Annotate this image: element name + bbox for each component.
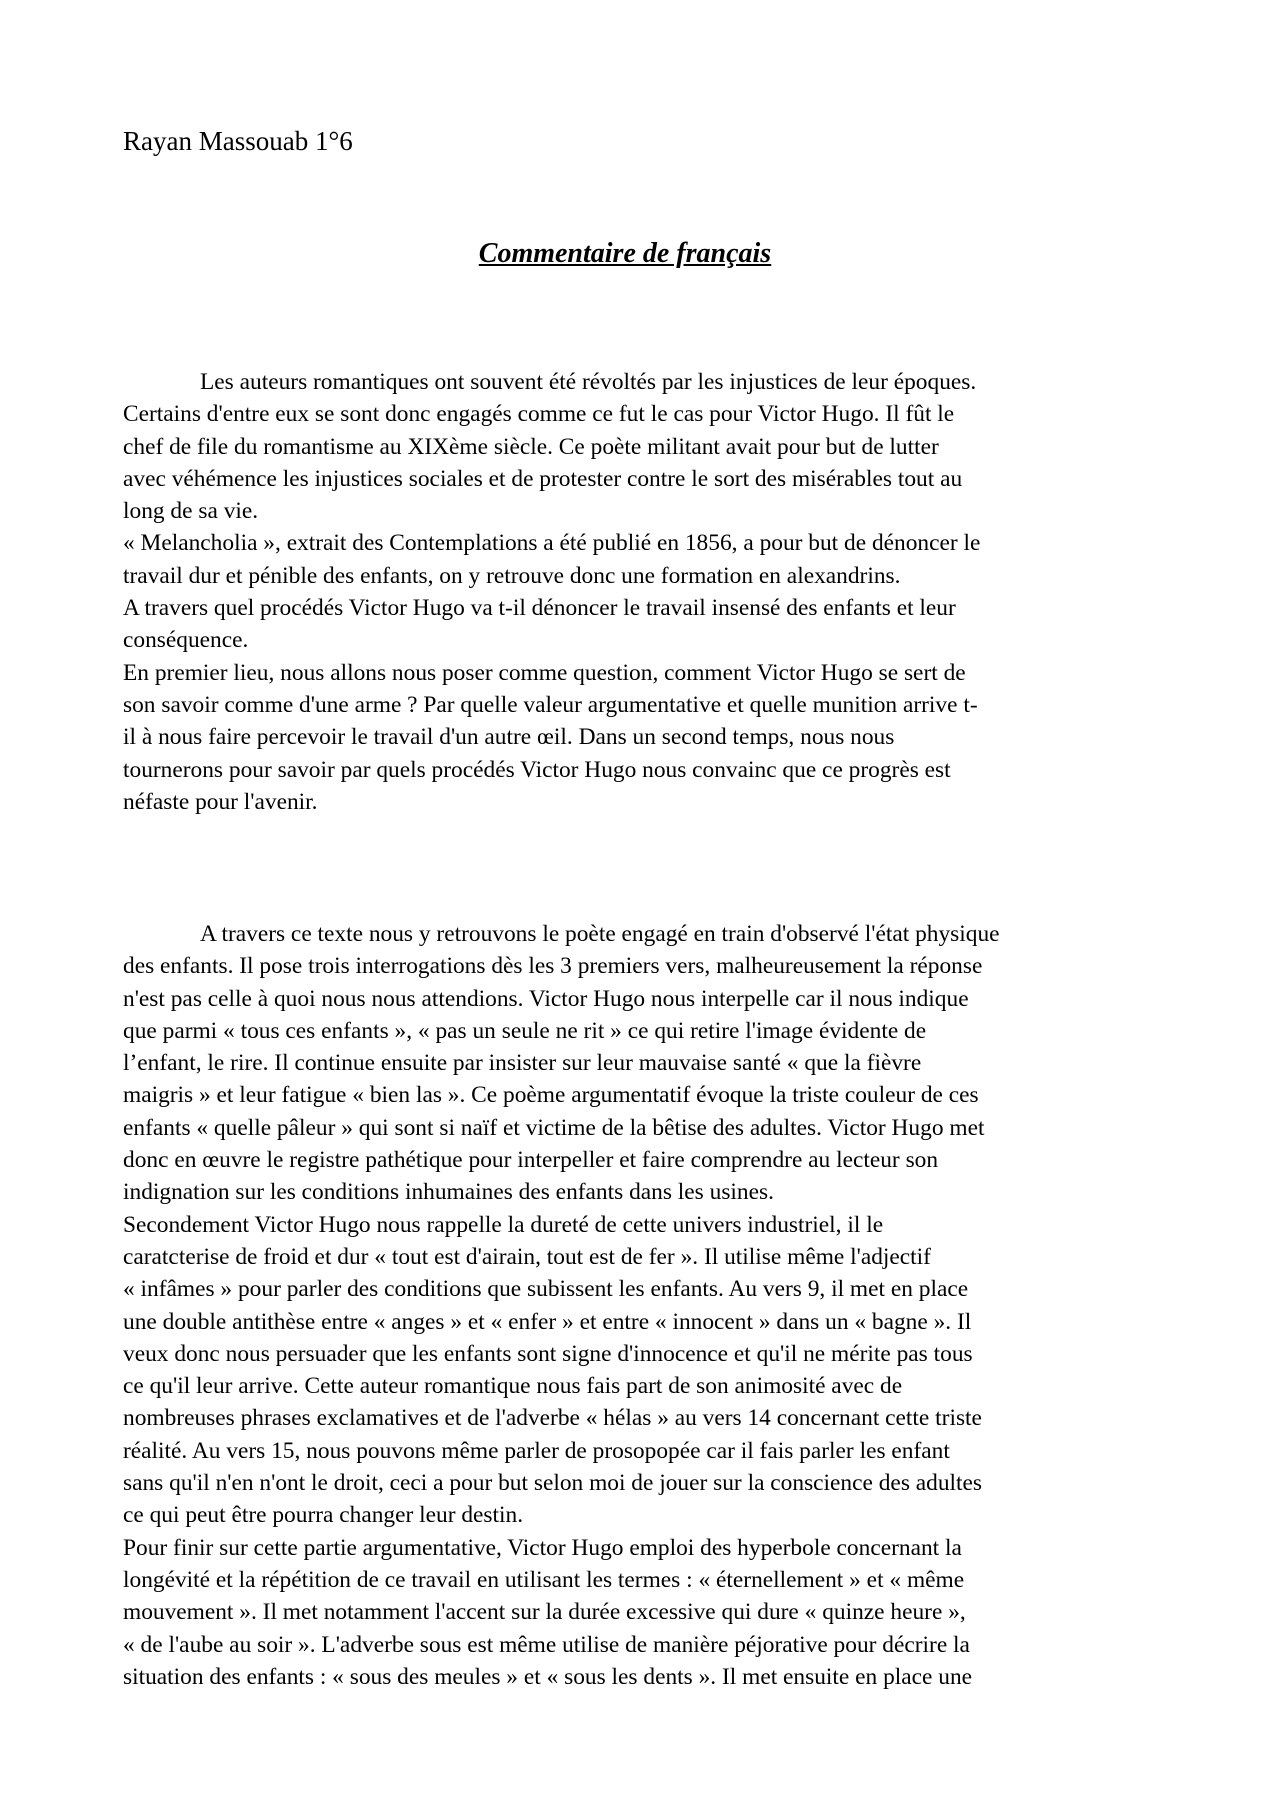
text-line: que parmi « tous ces enfants », « pas un seule ne rit » ce qui retire l'image évidente de xyxy=(123,1017,927,1044)
text-line: il à nous faire percevoir le travail d'un autre œil. Dans un second temps, nous nous xyxy=(123,724,895,751)
text-line: indignation sur les conditions inhumaines des enfants dans les usines. xyxy=(123,1179,774,1206)
text-line: « Melancholia », extrait des Contemplations a été publié en 1856, a pour but de dénoncer le xyxy=(123,530,981,557)
text-line: chef de file du romantisme au XIXème siècle. Ce poète militant avait pour but de lutter xyxy=(123,433,939,460)
text-line: situation des enfants : « sous des meules » et « sous les dents ». Il met ensuite en place une xyxy=(123,1663,973,1690)
text-line: Certains d'entre eux se sont donc engagés comme ce fut le cas pour Victor Hugo. Il fût le xyxy=(123,401,955,428)
text-line: veux donc nous persuader que les enfants sont signe d'innocence et qu'il ne mérite pas tous xyxy=(123,1340,973,1367)
text-line: conséquence. xyxy=(123,627,249,654)
text-line: l’enfant, le rire. Il continue ensuite par insister sur leur mauvaise santé « que la fièvre xyxy=(123,1050,922,1077)
text-line: Pour finir sur cette partie argumentative, Victor Hugo emploi des hyperbole concernant la xyxy=(123,1534,962,1561)
text-line: des enfants. Il pose trois interrogations dès les 3 premiers vers, malheureusement la réponse xyxy=(123,953,983,980)
text-line: nombreuses phrases exclamatives et de l'adverbe « hélas » au vers 14 concernant cette triste xyxy=(123,1405,982,1432)
text-line: son savoir comme d'une arme ? Par quelle valeur argumentative et quelle munition arrive t- xyxy=(123,691,978,718)
text-line: ce qu'il leur arrive. Cette auteur romantique nous fais part de son animosité avec de xyxy=(123,1373,903,1400)
text-line: enfants « quelle pâleur » qui sont si naïf et victime de la bêtise des adultes. Victor Hugo met xyxy=(123,1114,985,1141)
text-line: maigris » et leur fatigue « bien las ». Ce poème argumentatif évoque la triste couleur de ces xyxy=(123,1082,979,1109)
text-line: n'est pas celle à quoi nous nous attendions. Victor Hugo nous interpelle car il nous indique xyxy=(123,985,969,1012)
text-line: « de l'aube au soir ». L'adverbe sous est même utilise de manière péjorative pour décrire la xyxy=(123,1631,970,1658)
text-line: néfaste pour l'avenir. xyxy=(123,788,318,815)
page-title: Commentaire de français xyxy=(478,238,772,269)
text-line: caratcterise de froid et dur « tout est d'airain, tout est de fer ». Il utilise même l'adjectif xyxy=(123,1243,931,1270)
text-line: longévité et la répétition de ce travail en utilisant les termes : « éternellement » et « même xyxy=(123,1566,965,1593)
introduction-paragraph xyxy=(123,366,1183,818)
text-line: « infâmes » pour parler des conditions que subissent les enfants. Au vers 9, il met en place xyxy=(123,1276,969,1303)
development-paragraph xyxy=(123,918,1183,1693)
text-line: mouvement ». Il met notamment l'accent sur la durée excessive qui dure « quinze heure », xyxy=(123,1599,966,1626)
text-line: avec véhémence les injustices sociales et de protester contre le sort des misérables tout au xyxy=(123,465,963,492)
text-line: une double antithèse entre « anges » et « enfer » et entre « innocent » dans un « bagne ». Il xyxy=(123,1308,972,1335)
text-line: sans qu'il n'en n'ont le droit, ceci a pour but selon moi de jouer sur la conscience des adultes xyxy=(123,1470,983,1497)
text-line: tournerons pour savoir par quels procédés Victor Hugo nous convainc que ce progrès est xyxy=(123,756,951,783)
text-line: Secondement Victor Hugo nous rappelle la dureté de cette univers industriel, il le xyxy=(123,1211,884,1238)
text-line: long de sa vie. xyxy=(123,498,259,525)
text-line: A travers quel procédés Victor Hugo va t-il dénoncer le travail insensé des enfants et leur xyxy=(123,595,956,622)
text-line: En premier lieu, nous allons nous poser comme question, comment Victor Hugo se sert de xyxy=(123,659,966,686)
text-line: travail dur et pénible des enfants, on y retrouve donc une formation en alexandrins. xyxy=(123,562,901,589)
text-line: Les auteurs romantiques ont souvent été révoltés par les injustices de leur époques. xyxy=(200,369,977,395)
text-line: A travers ce texte nous y retrouvons le poète engagé en train d'observé l'état physique xyxy=(200,921,1000,947)
text-line: réalité. Au vers 15, nous pouvons même parler de prosopopée car il fais parler les enfant xyxy=(123,1437,950,1464)
author-line: Rayan Massouab 1°6 xyxy=(123,126,353,156)
text-line: donc en œuvre le registre pathétique pour interpeller et faire comprendre au lecteur son xyxy=(123,1147,939,1174)
text-line: ce qui peut être pourra changer leur destin. xyxy=(123,1502,524,1529)
